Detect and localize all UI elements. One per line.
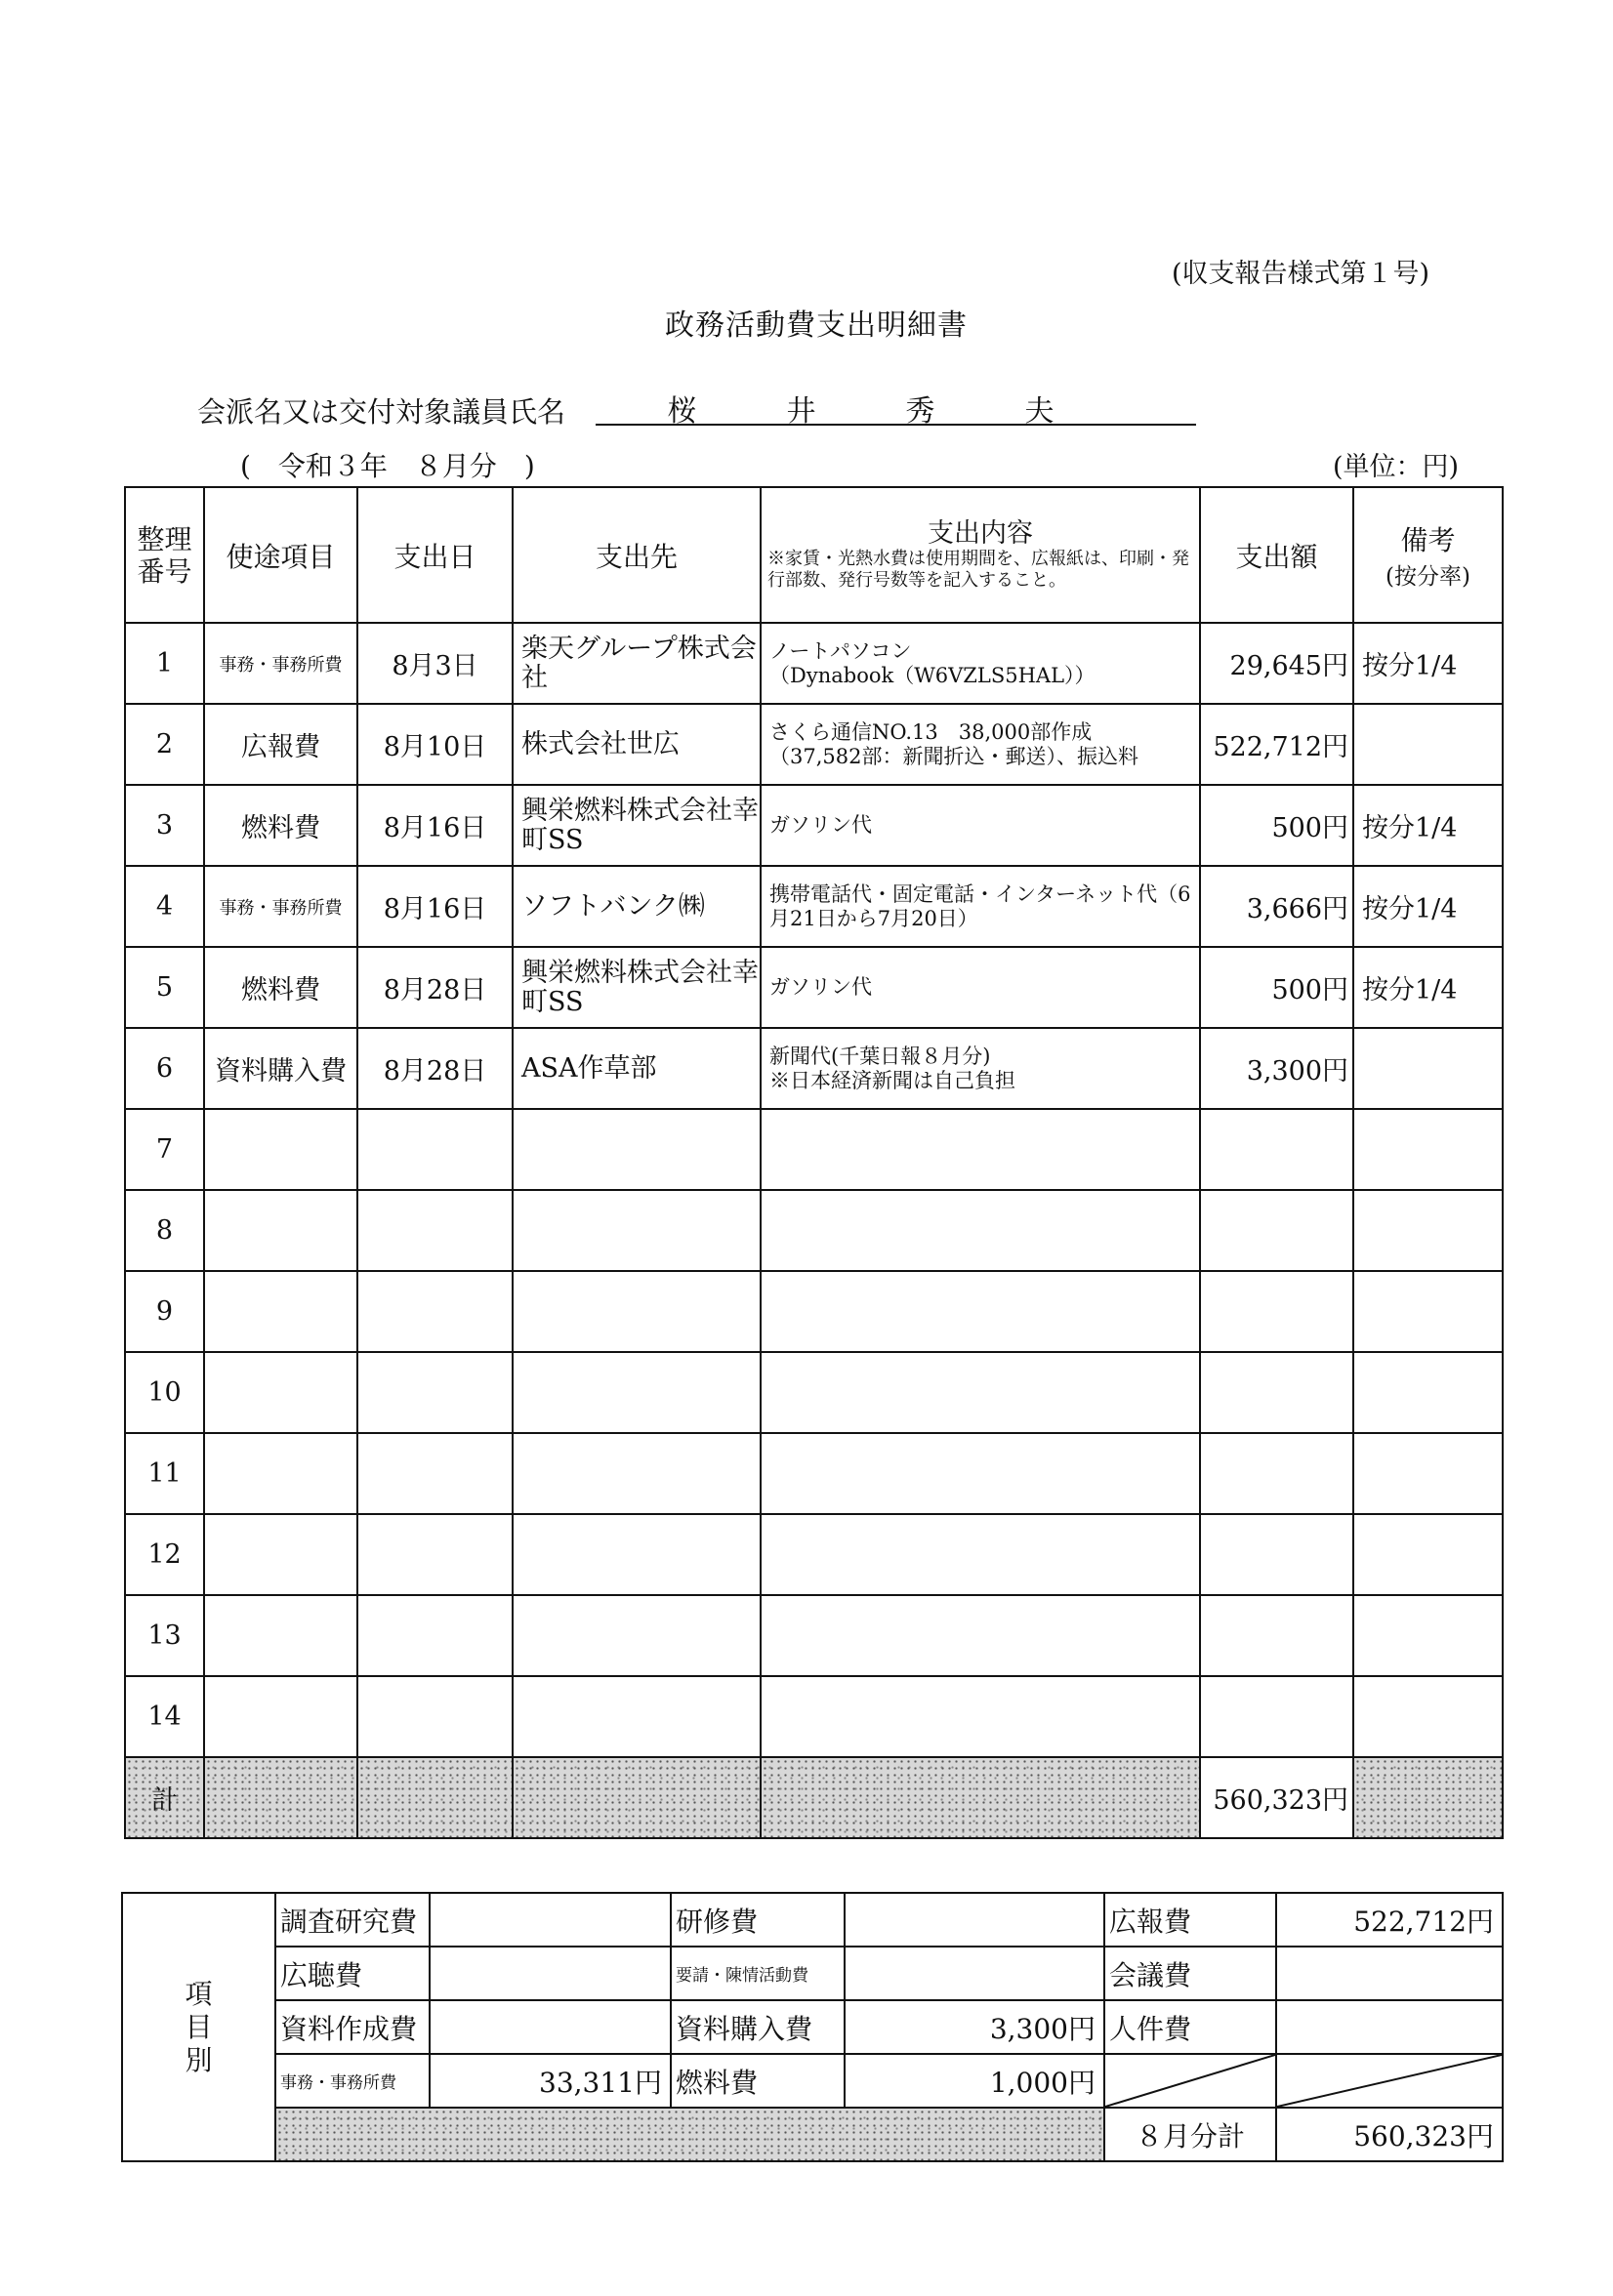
table-row: [125, 1595, 1503, 1676]
materials-creation-label: 資料作成費: [275, 2000, 430, 2054]
row-category: [204, 1352, 357, 1433]
table-row: [125, 623, 1503, 704]
table-row: [125, 866, 1503, 947]
table-row: [125, 1352, 1503, 1433]
office-label: 事務・事務所費: [275, 2054, 430, 2108]
summary-side-label: [122, 1893, 275, 2161]
row-category: 広報費: [204, 704, 357, 785]
side-label-text: 項目別: [185, 1977, 213, 2076]
row-payee: [513, 1595, 761, 1676]
row-payee: [513, 1676, 761, 1757]
row-content: [761, 1595, 1200, 1676]
row-remarks: [1353, 1190, 1503, 1271]
office-value: 33,311円: [430, 2054, 671, 2108]
row-content: [761, 1109, 1200, 1190]
summary-total-shade: [275, 2108, 1104, 2161]
row-no: 7: [125, 1109, 204, 1190]
row-date: [357, 1352, 513, 1433]
table-row: [125, 785, 1503, 866]
total-label: 計: [125, 1757, 204, 1838]
monthly-total-value: 560,323円: [1276, 2108, 1503, 2161]
row-content: [761, 1271, 1200, 1352]
period: ( 令和３年 ８月分 ): [240, 450, 535, 482]
hearing-value: [430, 1947, 671, 2000]
row-remarks: [1353, 1514, 1503, 1595]
petition-value: [845, 1947, 1104, 2000]
materials-purchase-value: 3,300円: [845, 2000, 1104, 2054]
personnel-label: 人件費: [1104, 2000, 1276, 2054]
table-row: [125, 704, 1503, 785]
summary-row: [122, 1947, 1503, 2000]
table-row: [125, 1271, 1503, 1352]
form-number: (収支報告様式第１号): [1172, 259, 1430, 289]
row-date: [357, 1514, 513, 1595]
row-amount: [1200, 1352, 1353, 1433]
row-category: [204, 1433, 357, 1514]
personnel-value: [1276, 2000, 1503, 2054]
row-date: [357, 1109, 513, 1190]
table-row: [125, 1433, 1503, 1514]
row-amount: [1200, 1433, 1353, 1514]
row-payee: 楽天グループ株式会社: [513, 623, 761, 704]
fuel-value: 1,000円: [845, 2054, 1104, 2108]
row-payee: [513, 1514, 761, 1595]
total-shade: [1353, 1757, 1503, 1838]
row-remarks: [1353, 1271, 1503, 1352]
member-name: 桜井秀夫: [596, 387, 1196, 426]
training-label: 研修費: [671, 1893, 845, 1947]
materials-creation-value: [430, 2000, 671, 2054]
row-content: ガソリン代: [761, 785, 1200, 866]
row-category: 燃料費: [204, 947, 357, 1028]
row-category: [204, 1271, 357, 1352]
hearing-label: 広聴費: [275, 1947, 430, 2000]
pr-value: 522,712円: [1276, 1893, 1503, 1947]
monthly-total-label: ８月分計: [1104, 2108, 1276, 2161]
page-title: 政務活動費支出明細書: [665, 308, 968, 343]
row-amount: [1200, 1190, 1353, 1271]
row-no: 10: [125, 1352, 204, 1433]
row-remarks: [1353, 1109, 1503, 1190]
row-date: 8月28日: [357, 947, 513, 1028]
row-content: [761, 1676, 1200, 1757]
row-payee: 株式会社世広: [513, 704, 761, 785]
table-row: [125, 1676, 1503, 1757]
row-date: [357, 1433, 513, 1514]
fuel-label: 燃料費: [671, 2054, 845, 2108]
row-no: 9: [125, 1271, 204, 1352]
row-payee: [513, 1433, 761, 1514]
row-content: さくら通信NO.13 38,000部作成 （37,582部：新聞折込・郵送）、振込料: [761, 704, 1200, 785]
header-date: 支出日: [357, 487, 513, 623]
header-content-note: ※家賃・光熱水費は使用期間を、広報紙は、印刷・発行部数、発行号数等を記入すること。: [767, 548, 1189, 591]
research-value: [430, 1893, 671, 1947]
header-amount: 支出額: [1200, 487, 1353, 623]
name-label: 会派名又は交付対象議員氏名: [197, 395, 566, 429]
row-payee: ソフトバンク㈱: [513, 866, 761, 947]
row-content: [761, 1190, 1200, 1271]
row-no: 4: [125, 866, 204, 947]
row-amount: 500円: [1200, 785, 1353, 866]
diagonal-line: [1105, 2055, 1275, 2107]
blank-diagonal-cell: [1276, 2054, 1503, 2108]
category-summary-table: [121, 1892, 1504, 2162]
row-date: [357, 1190, 513, 1271]
header-remarks-title: 備考: [1400, 524, 1456, 556]
training-value: [845, 1893, 1104, 1947]
row-payee: [513, 1271, 761, 1352]
row-date: [357, 1271, 513, 1352]
row-amount: [1200, 1514, 1353, 1595]
row-amount: 29,645円: [1200, 623, 1353, 704]
row-amount: 522,712円: [1200, 704, 1353, 785]
row-payee: [513, 1190, 761, 1271]
row-payee: ASA作草部: [513, 1028, 761, 1109]
unit-label: (単位：円): [1333, 452, 1460, 482]
row-remarks: 按分1/4: [1353, 785, 1503, 866]
row-amount: 500円: [1200, 947, 1353, 1028]
row-content: [761, 1514, 1200, 1595]
pr-label: 広報費: [1104, 1893, 1276, 1947]
row-payee: [513, 1352, 761, 1433]
row-amount: 3,300円: [1200, 1028, 1353, 1109]
header-content: [761, 487, 1200, 623]
row-category: [204, 1514, 357, 1595]
row-remarks: 按分1/4: [1353, 866, 1503, 947]
summary-row: [122, 2000, 1503, 2054]
summary-row: [122, 1893, 1503, 1947]
row-no: 12: [125, 1514, 204, 1595]
diagonal-line: [1277, 2055, 1502, 2107]
row-no: 5: [125, 947, 204, 1028]
total-amount: 560,323円: [1200, 1757, 1353, 1838]
summary-row: [122, 2054, 1503, 2108]
row-content: [761, 1433, 1200, 1514]
table-header-row: [125, 487, 1503, 623]
row-category: [204, 1109, 357, 1190]
table-row: [125, 1190, 1503, 1271]
row-category: 燃料費: [204, 785, 357, 866]
total-shade: [761, 1757, 1200, 1838]
row-date: 8月16日: [357, 866, 513, 947]
row-content: ガソリン代: [761, 947, 1200, 1028]
row-no: 2: [125, 704, 204, 785]
row-amount: [1200, 1595, 1353, 1676]
blank-diagonal-cell: [1104, 2054, 1276, 2108]
header-content-title: 支出内容: [928, 517, 1033, 549]
header-category: 使途項目: [204, 487, 357, 623]
row-remarks: 按分1/4: [1353, 623, 1503, 704]
row-remarks: [1353, 1028, 1503, 1109]
row-no: 14: [125, 1676, 204, 1757]
row-no: 13: [125, 1595, 204, 1676]
row-category: [204, 1595, 357, 1676]
row-category: [204, 1190, 357, 1271]
row-amount: [1200, 1271, 1353, 1352]
row-amount: 3,666円: [1200, 866, 1353, 947]
row-amount: [1200, 1109, 1353, 1190]
row-content: 携帯電話代・固定電話・インターネット代（6月21日から7月20日）: [761, 866, 1200, 947]
row-payee: 興栄燃料株式会社幸町SS: [513, 947, 761, 1028]
summary-total-row: [122, 2108, 1503, 2161]
row-no: 11: [125, 1433, 204, 1514]
table-row: [125, 1109, 1503, 1190]
total-shade: [513, 1757, 761, 1838]
header-remarks: [1353, 487, 1503, 623]
row-date: 8月28日: [357, 1028, 513, 1109]
row-remarks: 按分1/4: [1353, 947, 1503, 1028]
header-remarks-sub: (按分率): [1386, 564, 1470, 590]
row-remarks: [1353, 1676, 1503, 1757]
table-row: [125, 947, 1503, 1028]
row-category: 事務・事務所費: [204, 866, 357, 947]
petition-label: 要請・陳情活動費: [671, 1947, 845, 2000]
row-payee: 興栄燃料株式会社幸町SS: [513, 785, 761, 866]
row-remarks: [1353, 1433, 1503, 1514]
table-row: [125, 1514, 1503, 1595]
row-no: 6: [125, 1028, 204, 1109]
row-category: 資料購入費: [204, 1028, 357, 1109]
row-payee: [513, 1109, 761, 1190]
row-category: 事務・事務所費: [204, 623, 357, 704]
row-content: ノートパソコン （Dynabook（W6VZLS5HAL））: [761, 623, 1200, 704]
row-no: 1: [125, 623, 204, 704]
table-row: [125, 1028, 1503, 1109]
header-no: 整理番号: [125, 487, 204, 623]
row-content: [761, 1352, 1200, 1433]
row-no: 3: [125, 785, 204, 866]
row-date: 8月10日: [357, 704, 513, 785]
meeting-value: [1276, 1947, 1503, 2000]
header-payee: 支出先: [513, 487, 761, 623]
row-date: 8月16日: [357, 785, 513, 866]
row-date: 8月3日: [357, 623, 513, 704]
row-no: 8: [125, 1190, 204, 1271]
expense-table: [124, 486, 1504, 1839]
materials-purchase-label: 資料購入費: [671, 2000, 845, 2054]
meeting-label: 会議費: [1104, 1947, 1276, 2000]
total-shade: [357, 1757, 513, 1838]
row-remarks: [1353, 1352, 1503, 1433]
row-remarks: [1353, 1595, 1503, 1676]
row-date: [357, 1676, 513, 1757]
row-amount: [1200, 1676, 1353, 1757]
total-shade: [204, 1757, 357, 1838]
research-label: 調査研究費: [275, 1893, 430, 1947]
row-remarks: [1353, 704, 1503, 785]
row-category: [204, 1676, 357, 1757]
row-content: 新聞代(千葉日報８月分) ※日本経済新聞は自己負担: [761, 1028, 1200, 1109]
total-row: [125, 1757, 1503, 1838]
row-date: [357, 1595, 513, 1676]
